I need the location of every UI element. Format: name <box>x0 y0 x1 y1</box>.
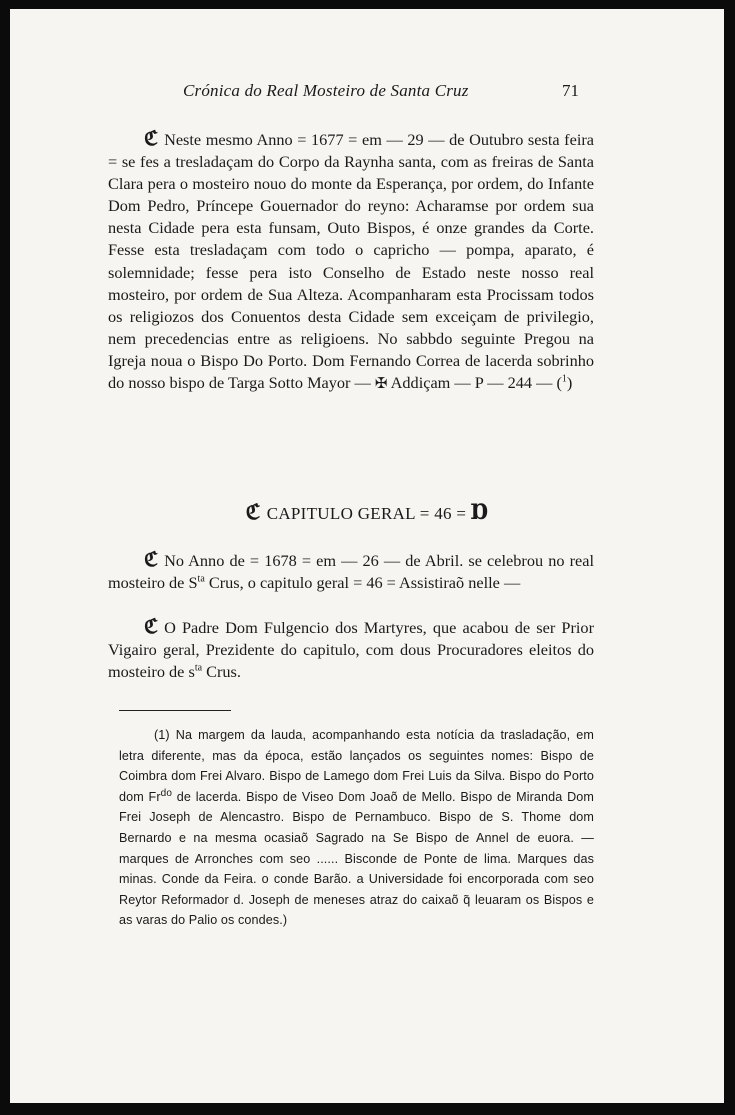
superscript: do <box>160 787 172 799</box>
footnote-text-after: de lacerda. Bispo de Viseo Dom Joaõ de Mello. Bispo de Miranda Dom Frei Joseph de Alencastro. Bispo de Pernambuco. Bispo de S. Thome dom Bernardo e na mesma ocasiaõ Sagrado na Se Bispo de Annel de euora. — marques de Arronches com seo ...... Bisconde de Ponte de lima. Marques das minas. Conde da Feira. o conde Barão. a Universidade foi encorporada com seo Reytor Reformador d. Joseph de meneses atraz do caixaõ q̃ leuaram os Bispos e as varas do Palio os condes.) <box>119 789 594 928</box>
paragraph-mark-icon: ℭ <box>144 549 159 571</box>
footnote-reference: 1 <box>561 373 567 385</box>
page-number: 71 <box>562 81 579 100</box>
footnote-text-before: Na margem da lauda, acompanhando esta notícia da trasladação, em letra diferente, mas da época, estão lançados os seguintes nomes: Bispo de Coimbra dom Frei Alvaro. Bispo de Lamego dom Frei Luis da Silva. Bispo do Porto dom Fr <box>119 728 594 804</box>
footnote-marker: (1) <box>154 728 170 742</box>
paragraph-mark-icon: ℭ <box>144 128 159 150</box>
chapter-heading <box>10 499 724 525</box>
footnote <box>119 725 594 931</box>
superscript: ta <box>197 573 205 585</box>
superscript: ta <box>194 662 203 674</box>
paragraph-fulgencio <box>108 617 594 683</box>
paragraph-3-text-before: O Padre Dom Fulgencio dos Martyres, que acabou de ser Prior Vigairo geral, Prezidente do capitulo, com dous Procuradores eleitos do mosteiro de s <box>108 618 594 682</box>
paragraph-2-text-after: Crus, o capitulo geral = 46 = Assistiraõ nelle — <box>208 573 521 593</box>
paragraph-2-text-before: No Anno de = 1678 = em — 26 — de Abril. se celebrou no real mosteiro de S <box>108 551 594 593</box>
paragraph-1-tail: Addiçam — P — 244 — ( <box>390 373 562 393</box>
running-title: Crónica do Real Mosteiro de Santa Cruz <box>183 81 469 100</box>
paragraph-1678-chapter <box>108 550 594 594</box>
heading-text: CAPITULO GERAL = 46 = <box>266 504 467 523</box>
heading-mark-icon: ℭ <box>245 500 261 524</box>
paragraph-mark-icon: ℭ <box>144 616 159 638</box>
heading-end-mark-icon: Ɒ <box>470 500 489 524</box>
cross-icon: ✠ <box>374 376 388 393</box>
paragraph-3-text-after: Crus. <box>206 662 241 682</box>
book-page <box>10 9 724 1103</box>
paragraph-1-close: ) <box>566 373 573 393</box>
paragraph-1-text: Neste mesmo Anno = 1677 = em — 29 — de Outubro sesta feira = se fes a tresladaçam do Corpo da Raynha santa, com as freiras de Santa Clara pera o mosteiro nouo do monte da Esperança, por ordem, do Infante Dom Pedro, Príncepe Gouernador do reyno: Acharamse por ordem sua nesta Cidade pera esta funsam, Outo Bispos, é onze grandes da Corte. Fesse esta tresladaçam com todo o capricho — pompa, aparato, é solemnidade; fesse pera isto Conselho de Estado neste nosso real mosteiro, por ordem de Sua Alteza. Acompanharam esta Procissam todos os religiozos dos Conuentos desta Cidade sem exceiçam de privilegio, nem precedencias entre as religioens. No sabbdo seguinte Pregou na Igreja noua o Bispo Do Porto. Dom Fernando Correa de lacerda sobrinho do nosso bispo de Targa Sotto Mayor — <box>108 130 594 393</box>
paragraph-1677-translation <box>108 129 594 395</box>
footnote-divider <box>119 710 231 711</box>
running-head <box>10 81 724 105</box>
